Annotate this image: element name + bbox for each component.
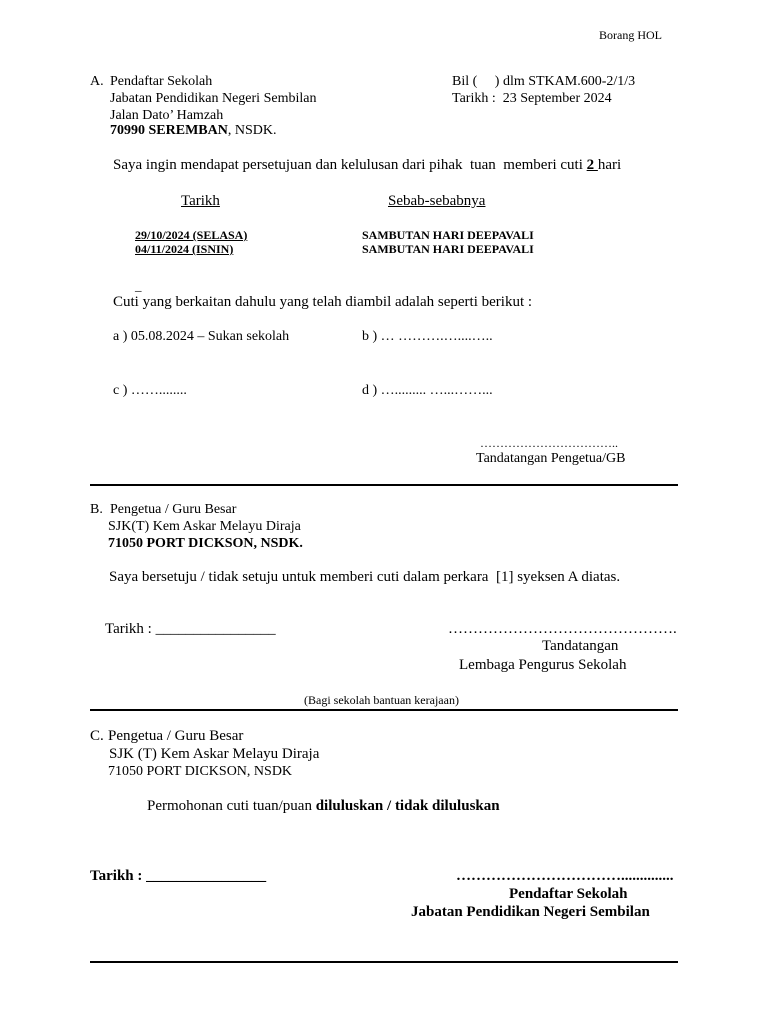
decision-pre: Permohonan cuti tuan/puan	[147, 798, 316, 814]
decision-text	[147, 798, 500, 815]
decision-options: diluluskan / tidak diluluskan	[315, 798, 500, 814]
leave-row-date: 04/11/2024 (ISNIN)	[135, 242, 234, 256]
addressee-city-rest: , NSDK.	[227, 123, 277, 138]
board-signature-line: ……………………………………….	[448, 621, 677, 637]
addressee-line-3: Jalan Dato’ Hamzah	[110, 108, 224, 123]
principal-signature-label: Tandatangan Pengetua/GB	[476, 451, 626, 466]
leave-days: 2	[586, 157, 598, 173]
leave-request-post: hari	[597, 157, 622, 173]
reference-number: Bil ( ) dlm STKAM.600-2/1/3	[452, 74, 636, 89]
leave-row-reason: SAMBUTAN HARI DEEPAVALI	[362, 228, 534, 242]
section-c-line-2: SJK (T) Kem Askar Melayu Diraja	[109, 746, 320, 762]
section-c-letter: C.	[90, 728, 104, 744]
registrar-signature-label-1: Pendaftar Sekolah	[509, 886, 628, 902]
letter-date-label: Tarikh	[452, 91, 489, 106]
section-c-line-3: 71050 PORT DICKSON, NSDK	[108, 764, 293, 779]
addressee-city	[110, 123, 276, 139]
leave-row-date: 29/10/2024 (SELASA)	[135, 228, 248, 242]
board-date-line: Tarikh : ________________	[105, 621, 276, 637]
board-signature-label-2: Lembaga Pengurus Sekolah	[459, 657, 627, 673]
letter-date	[452, 91, 612, 107]
section-b-line-1: Pengetua / Guru Besar	[110, 502, 237, 517]
column-header-date: Tarikh	[181, 193, 220, 209]
previous-leave-b: b ) … ……….…....…..	[362, 329, 493, 344]
column-header-reason: Sebab-sebabnya	[388, 193, 486, 209]
previous-leave-a: a ) 05.08.2024 – Sukan sekolah	[113, 329, 290, 344]
addressee-line-2: Jabatan Pendidikan Negeri Sembilan	[110, 91, 317, 106]
section-b-city: 71050 PORT DICKSON, NSDK.	[108, 536, 303, 551]
section-divider	[90, 709, 678, 711]
addressee-city-bold: 70990 SEREMBAN	[110, 123, 228, 138]
registrar-date-line: Tarikh : ________________	[90, 868, 267, 884]
registrar-signature-line: ……………………………..............	[456, 868, 674, 884]
footer-divider	[90, 961, 678, 963]
form-code: Borang HOL	[599, 28, 662, 42]
section-a-letter: A.	[90, 74, 104, 89]
previous-leave-c: c ) ……........	[113, 383, 187, 398]
section-b-line-2: SJK(T) Kem Askar Melayu Diraja	[108, 519, 301, 534]
previous-leave-d: d ) …......... …...……...	[362, 383, 493, 398]
principal-signature-line: ……………………………..	[480, 436, 618, 450]
letter-date-value: : 23 September 2024	[488, 91, 612, 106]
stray-mark: _	[135, 278, 142, 293]
leave-request-text	[113, 157, 621, 174]
section-b-letter: B.	[90, 502, 103, 517]
aided-school-note: (Bagi sekolah bantuan kerajaan)	[304, 693, 459, 707]
leave-row-reason: SAMBUTAN HARI DEEPAVALI	[362, 242, 534, 256]
previous-leave-text: Cuti yang berkaitan dahulu yang telah diambil adalah seperti berikut :	[113, 294, 533, 310]
approval-statement: Saya bersetuju / tidak setuju untuk memberi cuti dalam perkara [1] syeksen A diatas.	[109, 569, 621, 585]
section-divider	[90, 484, 678, 486]
section-c-line-1: Pengetua / Guru Besar	[108, 728, 244, 744]
registrar-signature-label-2: Jabatan Pendidikan Negeri Sembilan	[411, 904, 650, 920]
addressee-line-1: Pendaftar Sekolah	[110, 74, 213, 89]
board-signature-label-1: Tandatangan	[542, 638, 619, 654]
leave-request-pre: Saya ingin mendapat persetujuan dan kelulusan dari pihak tuan memberi cuti	[113, 157, 587, 173]
